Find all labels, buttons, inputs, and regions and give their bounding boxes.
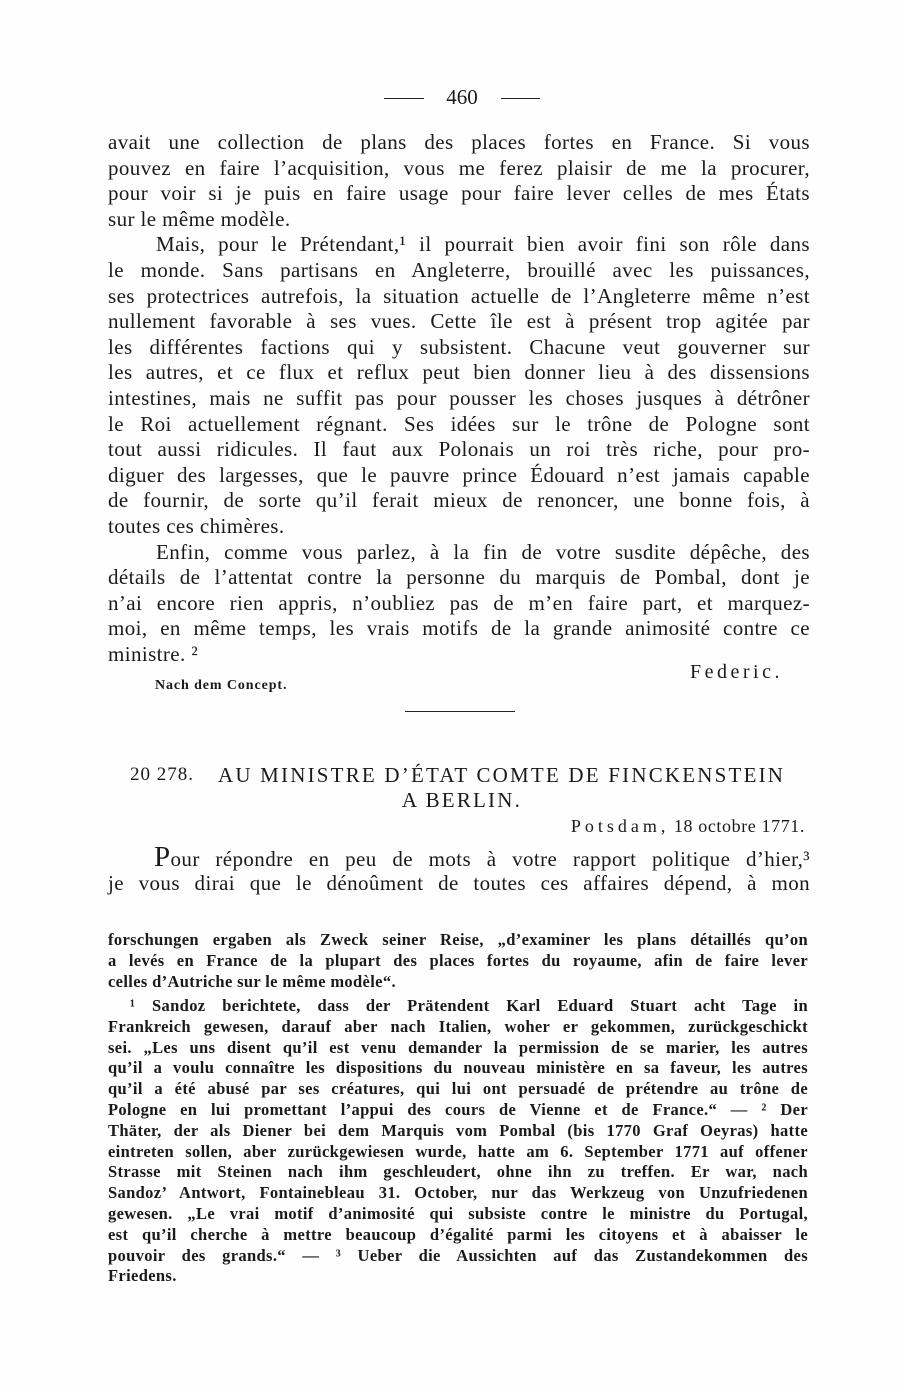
source-note: Nach dem Concept. xyxy=(155,678,288,693)
footnote-line: Friedens. xyxy=(108,1266,177,1286)
text-line: Pour répondre en peu de mots à votre rapport politique d’hier,³ xyxy=(154,841,810,873)
footnote-line: Thäter, der als Diener bei dem Marquis vom Pombal (bis 1770 Graf Oeyras) hatte xyxy=(108,1120,808,1140)
text-line: pour voir si je puis en faire usage pour faire lever celles de mes États xyxy=(108,181,810,206)
footnote-line: sei. „Les uns disent qu’il est venu demander la permission de se marier, les autres xyxy=(108,1037,808,1057)
footnote-line: forschungen ergaben als Zweck seiner Reise, „d’examiner les plans détaillés qu’on xyxy=(108,930,808,949)
text-line: intestines, mais ne suffit pas pour pousser les choses jusques à détrôner xyxy=(108,385,810,410)
dateline xyxy=(505,813,805,839)
text-line: Mais, pour le Prétendant,¹ il pourrait bien avoir fini son rôle dans xyxy=(156,232,810,257)
footnote-line: Sandoz’ Antwort, Fontainebleau 31. October, nur das Werkzeug von Unzufriedenen xyxy=(108,1183,808,1203)
footnote-line: a levés en France de la plupart des places fortes du royaume, afin de faire lever xyxy=(108,950,808,970)
text-line: je vous dirai que le dénoûment de toutes ces affaires dépend, à mon xyxy=(108,871,810,895)
text-line: sur le même modèle. xyxy=(108,206,291,231)
previous-letter-text xyxy=(108,130,810,667)
text-line: tout aussi ridicules. Il faut aux Polonais un roi très riche, pour pro- xyxy=(108,437,810,462)
footnote-line: qu’il a voulu connaître les dispositions du nouveau ministère en sa faveur, les autres xyxy=(108,1058,808,1078)
text-line: le monde. Sans partisans en Angleterre, brouillé avec les puissances, xyxy=(108,257,810,282)
letter-text xyxy=(108,841,810,896)
section-divider xyxy=(405,711,515,712)
footnote-line: Frankreich gewesen, darauf aber nach Italien, woher er gekommen, zurückgeschickt xyxy=(108,1016,808,1036)
dateline-place: Potsdam, xyxy=(570,816,670,836)
text-line: ministre. ² xyxy=(108,641,199,666)
letter-recipient-city: A BERLIN. xyxy=(401,788,523,812)
page-number: 460 xyxy=(446,85,478,109)
footnote-line: pouvoir des grands.“ — ³ Ueber die Aussichten auf das Zustandekommen des xyxy=(108,1245,808,1265)
running-head xyxy=(0,84,900,110)
footnote-line: Strasse mit Steinen nach ihm geschleudert, ohne ihn zu treffen. Er war, nach xyxy=(108,1162,808,1182)
text-line: le Roi actuellement régnant. Ses idées sur le trône de Pologne sont xyxy=(108,411,810,436)
header-dash-left xyxy=(384,98,424,99)
footnote-line: est qu’il cherche à mettre beaucoup d’égalité parmi les citoyens et à abaisser le xyxy=(108,1224,808,1244)
text-line: ses protectrices autrefois, la situation actuelle de l’Angleterre même n’est xyxy=(108,283,810,308)
footnote-line: celles d’Autriche sur le même modèle“. xyxy=(108,971,396,991)
text-line: les différentes factions qui y subsistent. Chacune veut gouverner sur xyxy=(108,334,810,359)
letter-recipient: AU MINISTRE D’ÉTAT COMTE DE FINCKENSTEIN xyxy=(218,763,786,787)
footnote-line: eintreten sollen, aber zurückgewiesen wurde, hatte am 6. September 1771 auf offener xyxy=(108,1141,808,1161)
text-line: pouvez en faire l’acquisition, vous me ferez plaisir de me la procurer, xyxy=(108,155,810,180)
paragraph xyxy=(108,232,810,539)
letter-number: 20 278. xyxy=(130,764,194,785)
text-line: avait une collection de plans des places fortes en France. Si vous xyxy=(108,130,810,154)
footnote-line: qu’il a été abusé par ses créatures, qui lui ont persuadé de prétendre au trône de xyxy=(108,1079,808,1099)
footnote-line: Pologne en lui promettant l’appui des cours de Vienne et de France.“ — ² Der xyxy=(108,1099,808,1119)
paragraph xyxy=(108,540,810,668)
text-line: moi, en même temps, les vrais motifs de la grande animosité contre ce xyxy=(108,616,810,641)
text-line: nullement favorable à ses vues. Cette île est à présent trop agitée par xyxy=(108,309,810,334)
footnote-line: gewesen. „Le vrai motif d’animosité qui subsiste contre le ministre du Portugal, xyxy=(108,1203,808,1223)
text-line: les autres, et ce flux et reflux peut bien donner lieu à des dissensions xyxy=(108,360,810,385)
footnotes xyxy=(108,996,808,1287)
dateline-date: 18 octobre 1771. xyxy=(673,816,805,836)
text-line: diguer des largesses, que le pauvre prince Édouard n’est jamais capable xyxy=(108,462,810,487)
footnote-continuation xyxy=(108,930,808,992)
text-line: Enfin, comme vous parlez, à la fin de votre susdite dépêche, des xyxy=(156,539,810,564)
text-line: de fournir, de sorte qu’il ferait mieux de renoncer, une bonne fois, à xyxy=(108,488,810,513)
signature: Federic. xyxy=(690,661,783,683)
header-dash-right xyxy=(501,98,540,99)
text-line: détails de l’attentat contre la personne du marquis de Pombal, dont je xyxy=(108,565,810,590)
text-line: n’ai encore rien appris, n’oubliez pas de m’en faire part, et marquez- xyxy=(108,590,810,615)
footnote-line: ¹ Sandoz berichtete, dass der Prätendent Karl Eduard Stuart acht Tage in xyxy=(130,996,808,1015)
paragraph xyxy=(108,130,810,232)
text-line: toutes ces chimères. xyxy=(108,513,285,538)
